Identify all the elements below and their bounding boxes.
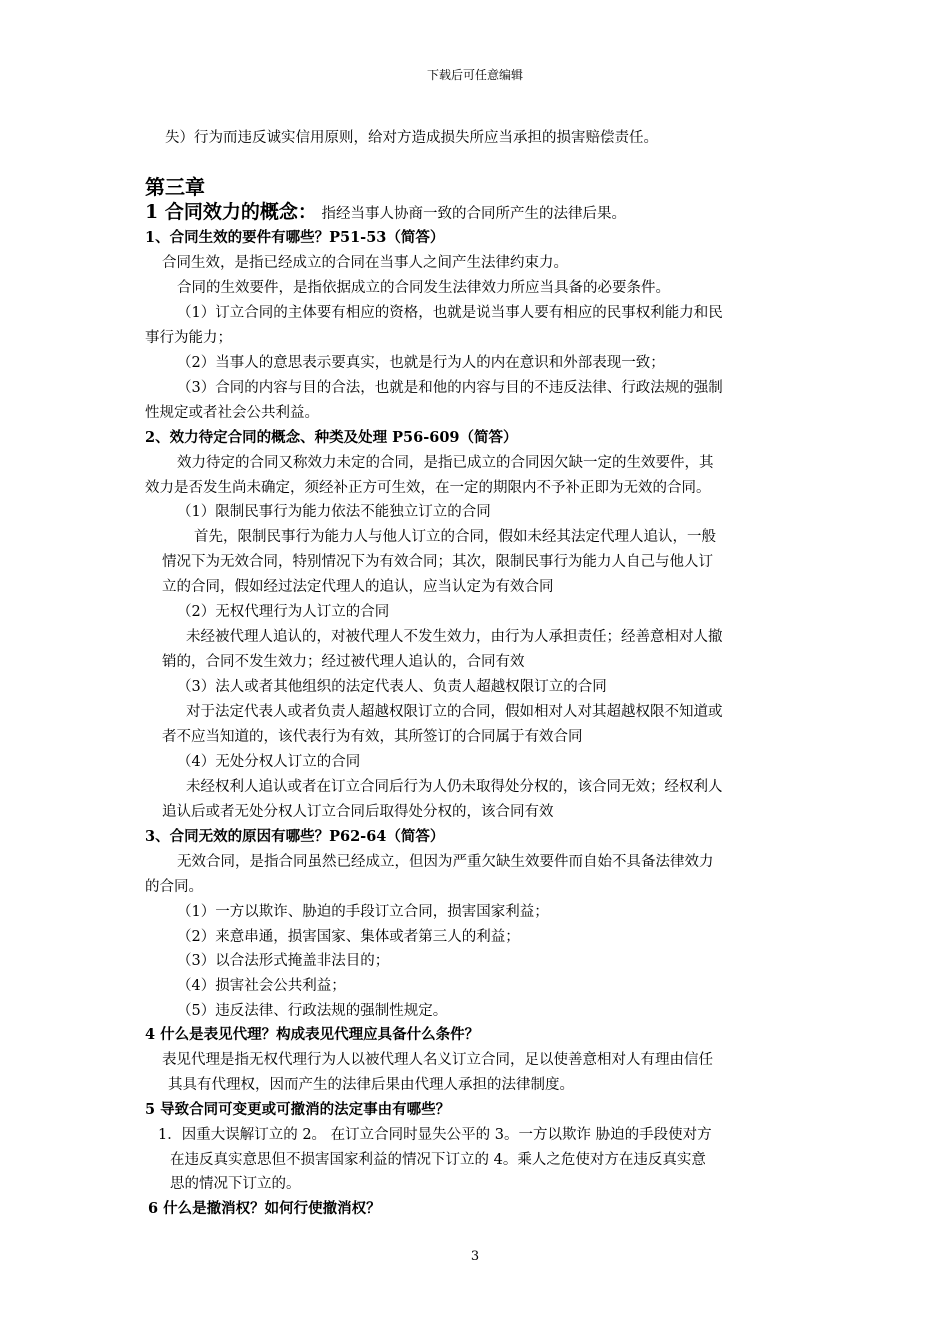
question-heading: 6 什么是撤消权？如何行使撤消权？ bbox=[148, 1200, 381, 1217]
text-line: 其具有代理权，因而产生的法律后果由代理人承担的法律制度。 bbox=[168, 1077, 574, 1093]
text-line: 性规定或者社会公共利益。 bbox=[145, 405, 319, 421]
text-line: 1．因重大误解订立的 2。 在订立合同时显失公平的 3。一方以欺诈 胁迫的手段使对方 bbox=[158, 1127, 712, 1143]
text-line: 者不应当知道的，该代表行为有效，其所签订的合同属于有效合同 bbox=[162, 729, 583, 745]
text-line: 未经权利人追认或者在订立合同后行为人仍未取得处分权的，该合同无效；经权利人 bbox=[186, 779, 723, 795]
text-line: 情况下为无效合同，特别情况下为有效合同；其次，限制民事行为能力人自己与他人订 bbox=[162, 554, 713, 570]
text-line: 思的情况下订立的。 bbox=[170, 1176, 301, 1192]
text-line: 对于法定代表人或者负责人超越权限订立的合同，假如相对人对其超越权限不知道或 bbox=[186, 704, 723, 720]
question-heading: 1、合同生效的要件有哪些？P51-53（简答） bbox=[145, 229, 445, 246]
text-line: 无效合同，是指合同虽然已经成立，但因为严重欠缺生效要件而自始不具备法律效力 bbox=[177, 854, 714, 870]
text-line: 的合同。 bbox=[145, 879, 203, 895]
text-line: （4）损害社会公共利益； bbox=[177, 978, 346, 994]
section-heading bbox=[145, 202, 626, 224]
text-line: 失）行为而违反诚实信用原则，给对方造成损失所应当承担的损害赔偿责任。 bbox=[165, 130, 658, 146]
text-line: 首先，限制民事行为能力人与他人订立的合同，假如未经其法定代理人追认，一般 bbox=[194, 529, 716, 545]
text-line: 表见代理是指无权代理行为人以被代理人名义订立合同，足以使善意相对人有理由信任 bbox=[162, 1052, 713, 1068]
text-line: 追认后或者无处分权人订立合同后取得处分权的，该合同有效 bbox=[162, 804, 554, 820]
section-definition: 指经当事人协商一致的合同所产生的法律后果。 bbox=[321, 206, 626, 222]
text-line: （2）当事人的意思表示要真实，也就是行为人的内在意识和外部表现一致； bbox=[177, 355, 665, 371]
question-heading: 5 导致合同可变更或可撤消的法定事由有哪些？ bbox=[145, 1101, 451, 1118]
text-line: 合同生效，是指已经成立的合同在当事人之间产生法律约束力。 bbox=[162, 255, 568, 271]
text-line: 效力待定的合同又称效力未定的合同，是指已成立的合同因欠缺一定的生效要件，其 bbox=[177, 455, 714, 471]
text-line: 立的合同，假如经过法定代理人的追认，应当认定为有效合同 bbox=[162, 579, 554, 595]
text-line: （1）限制民事行为能力依法不能独立订立的合同 bbox=[177, 504, 491, 520]
question-heading: 2、效力待定合同的概念、种类及处理 P56-609（简答） bbox=[145, 429, 518, 446]
text-line: 销的，合同不发生效力；经过被代理人追认的，合同有效 bbox=[162, 654, 525, 670]
text-line: （3）法人或者其他组织的法定代表人、负责人超越权限订立的合同 bbox=[177, 679, 607, 695]
question-heading: 3、合同无效的原因有哪些？P62-64（简答） bbox=[145, 828, 445, 845]
text-line: （3）以合法形式掩盖非法目的； bbox=[177, 953, 390, 969]
text-line: （1）订立合同的主体要有相应的资格，也就是说当事人要有相应的民事权利能力和民 bbox=[177, 305, 723, 321]
text-line: 在违反真实意思但不损害国家利益的情况下订立的 4。乘人之危使对方在违反真实意 bbox=[170, 1152, 706, 1168]
text-line: （1）一方以欺诈、胁迫的手段订立合同，损害国家利益； bbox=[177, 904, 549, 920]
question-heading: 4 什么是表见代理？构成表见代理应具备什么条件？ bbox=[145, 1026, 480, 1043]
text-line: （3）合同的内容与目的合法，也就是和他的内容与目的不违反法律、行政法规的强制 bbox=[177, 380, 723, 396]
text-line: （5）违反法律、行政法规的强制性规定。 bbox=[177, 1003, 448, 1019]
text-line: 未经被代理人追认的，对被代理人不发生效力，由行为人承担责任；经善意相对人撤 bbox=[186, 629, 723, 645]
page-number: 3 bbox=[470, 1249, 480, 1264]
section-title: 1 合同效力的概念： bbox=[145, 201, 317, 223]
text-line: （4）无处分权人订立的合同 bbox=[177, 754, 361, 770]
text-line: 事行为能力； bbox=[145, 330, 232, 346]
chapter-heading: 第三章 bbox=[145, 175, 205, 199]
text-line: 合同的生效要件，是指依据成立的合同发生法律效力所应当具备的必要条件。 bbox=[177, 280, 670, 296]
text-line: 效力是否发生尚未确定，须经补正方可生效，在一定的期限内不予补正即为无效的合同。 bbox=[145, 480, 711, 496]
page-header: 下载后可任意编辑 bbox=[426, 68, 523, 82]
text-line: （2）无权代理行为人订立的合同 bbox=[177, 604, 390, 620]
text-line: （2）来意串通，损害国家、集体或者第三人的利益； bbox=[177, 929, 520, 945]
